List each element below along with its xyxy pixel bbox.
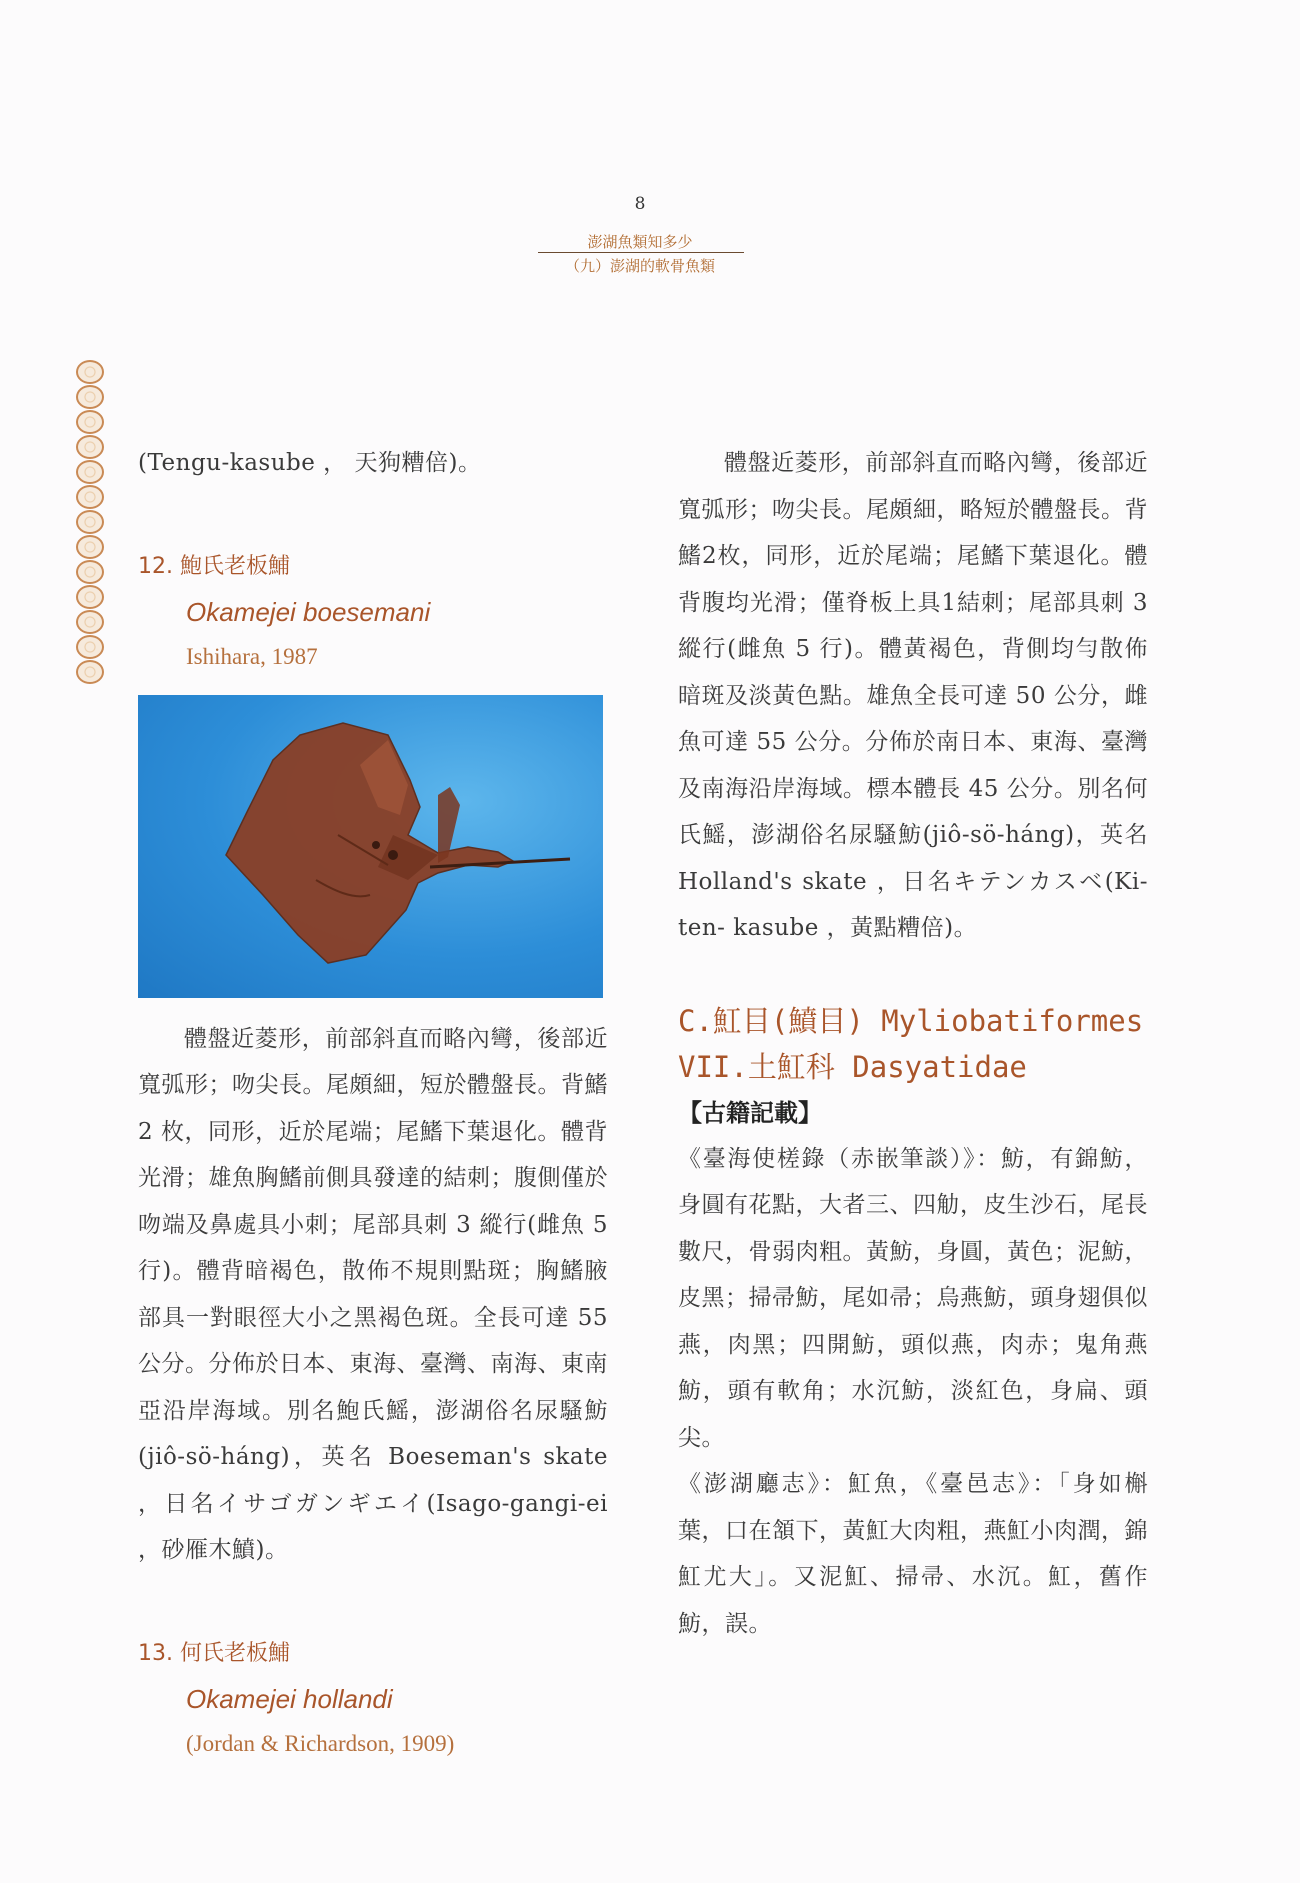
- running-header-title: 澎湖魚類知多少: [587, 233, 693, 251]
- right-column: [678, 440, 1148, 1647]
- species-13-heading: 13. 何氏老板鯆: [138, 1640, 290, 1666]
- species-12-heading: 12. 鮑氏老板鯆: [138, 553, 290, 579]
- historical-record-1: 《臺海使槎錄（赤嵌筆談）》：魴，有錦魴，身圓有花點，大者三、四觔，皮生沙石，尾長數尺，骨弱肉粗。黃魴，身圓，黃色；泥魴，皮黑；掃帚魴，尾如帚；烏燕魴，頭身翅俱似燕，肉黑；四開魴，頭似燕，肉赤；鬼角燕魴，頭有軟角；水沉魴，淡紅色，身扁、頭尖。: [678, 1145, 1148, 1451]
- ornament-icon: [76, 385, 104, 409]
- species-12-scientific-name: Okamejei boesemani: [186, 596, 431, 627]
- historical-record-2: 《澎湖廳志》：魟魚，《臺邑志》：「身如槲葉，口在頷下，黃魟大肉粗，燕魟小肉潤，錦魟尤大」。又泥魟、掃帚、水沉。魟，舊作魴，誤。: [678, 1471, 1148, 1637]
- order-heading: C.魟目(鱝目) Myliobatiformes: [678, 1003, 1144, 1038]
- species-12-description: 體盤近菱形，前部斜直而略內彎，後部近寬弧形；吻尖長。尾頗細，短於體盤長。背鰭 2 枚，同形，近於尾端；尾鰭下葉退化。體背光滑；雄魚胸鰭前側具發達的結刺；腹側僅於吻端及鼻處具小刺；尾部具刺 3 縱行(雌魚 5 行)。體背暗褐色，散佈不規則點斑；胸鰭腋部具一對眼徑大小之黑褐色斑。全長可達 55 公分。分佈於日本、東海、臺灣、南海、東南亞沿岸海域。別名鮑氏鰩，澎湖俗名尿騷魴(jiô-sö-háng)，英名 Boeseman's skate ，日名イサゴガンギエイ(Isago-gangi-ei ，砂雁木鱝)。: [138, 1025, 608, 1563]
- running-header-subtitle: （九）澎湖的軟骨魚類: [564, 257, 715, 275]
- decorative-border-strip: [76, 360, 108, 684]
- species-13-description: 體盤近菱形，前部斜直而略內彎，後部近寬弧形；吻尖長。尾頗細，略短於體盤長。背鰭2枚，同形，近於尾端；尾鰭下葉退化。體背腹均光滑；僅脊板上具1結刺；尾部具刺 3 縱行(雌魚 5 行)。體黃褐色，背側均勻散佈暗斑及淡黃色點。雄魚全長可達 50 公分，雌魚可達 55 公分。分佈於南日本、東海、臺灣及南海沿岸海域。標本體長 45 公分。別名何氏鰩，澎湖俗名尿騷魴(jiô-sö-háng)，英名 Holland's skate ，日名キテンカスベ(Ki-ten- kasube ，黃點糟倍)。: [678, 450, 1148, 941]
- skate-illustration: [138, 695, 603, 998]
- ornament-icon: [76, 410, 104, 434]
- page-number: 8: [634, 194, 646, 214]
- ornament-icon: [76, 510, 104, 534]
- historical-records-heading: 【古籍記載】: [678, 1097, 822, 1127]
- species-13-scientific-name: Okamejei hollandi: [186, 1683, 393, 1714]
- ornament-icon: [76, 560, 104, 584]
- skate-photo: [138, 695, 603, 998]
- ornament-icon: [76, 535, 104, 559]
- ornament-icon: [76, 610, 104, 634]
- ornament-icon: [76, 360, 104, 384]
- family-heading: VII.土魟科 Dasyatidae: [678, 1049, 1027, 1084]
- ornament-icon: [76, 485, 104, 509]
- species-12-authority: Ishihara, 1987: [186, 643, 318, 669]
- ornament-icon: [76, 660, 104, 684]
- left-column: [138, 440, 608, 1760]
- ornament-icon: [76, 435, 104, 459]
- continued-text: (Tengu-kasube ， 天狗糟倍)。: [138, 450, 482, 476]
- ornament-icon: [76, 585, 104, 609]
- header-divider: [538, 252, 744, 253]
- species-13-authority: (Jordan & Richardson, 1909): [186, 1730, 455, 1756]
- ornament-icon: [76, 635, 104, 659]
- ornament-icon: [76, 460, 104, 484]
